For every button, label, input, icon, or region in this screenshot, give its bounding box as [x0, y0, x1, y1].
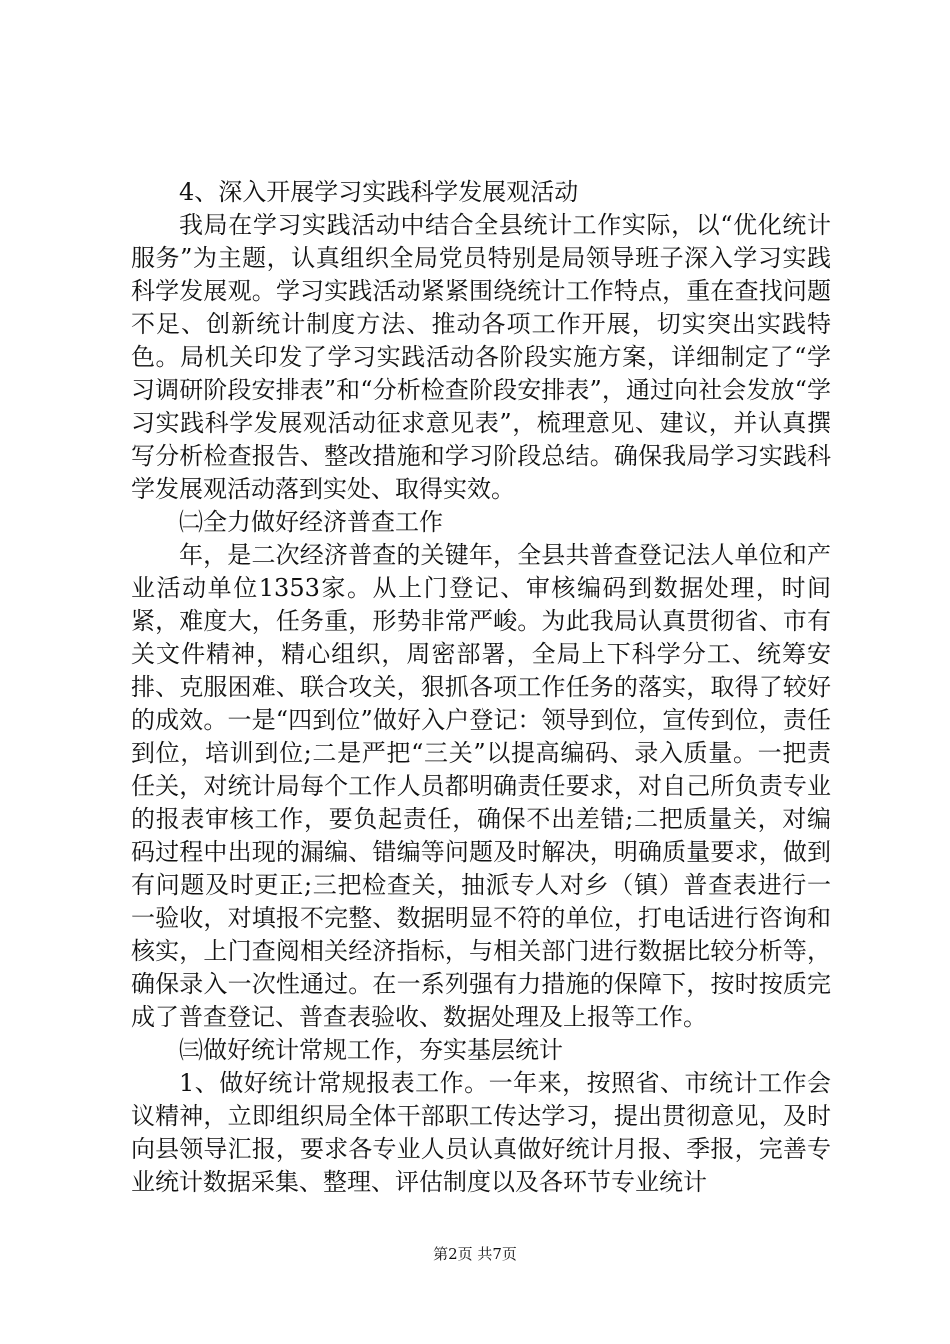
paragraph-routine: 1、做好统计常规报表工作。一年来，按照省、市统计工作会议精神，立即组织局全体干部职工传达学习，提出贯彻意见，及时向县领导汇报，要求各专业人员认真做好统计月报、季报，完善专业统计数据采集、整理、评估制度以及各环节专业统计	[131, 1069, 831, 1196]
paragraph-practice: 我局在学习实践活动中结合全县统计工作实际，以“优化统计服务”为主题，认真组织全局党员特别是局领导班子深入学习实践科学发展观。学习实践活动紧紧围绕统计工作特点，重在查找问题不足、创新统计制度方法、推动各项工作开展，切实突出实践特色。局机关印发了学习实践活动各阶段实施方案，详细制定了“学习调研阶段安排表”和“分析检查阶段安排表”，通过向社会发放“学习实践科学发展观活动征求意见表”，梳理意见、建议，并认真撰写分析检查报告、整改措施和学习阶段总结。确保我局学习实践科学发展观活动落到实处、取得实效。	[131, 211, 831, 503]
section-heading-census: ㈡全力做好经济普查工作	[179, 508, 443, 536]
page-number-footer: 第2页 共7页	[433, 1245, 517, 1263]
section-heading-practice: 4、深入开展学习实践科学发展观活动	[179, 178, 579, 206]
section-heading-routine: ㈢做好统计常规工作，夯实基层统计	[179, 1036, 563, 1064]
paragraph-census: 年，是二次经济普查的关键年，全县共普查登记法人单位和产业活动单位1353家。从上门登记、审核编码到数据处理，时间紧，难度大，任务重，形势非常严峻。为此我局认真贯彻省、市有关文件精神，精心组织，周密部署，全局上下科学分工、统筹安排、克服困难、联合攻关，狠抓各项工作任务的落实，取得了较好的成效。一是“四到位”做好入户登记：领导到位，宣传到位，责任到位，培训到位;二是严把“三关”以提高编码、录入质量。一把责任关，对统计局每个工作人员都明确责任要求，对自己所负责专业的报表审核工作，要负起责任，确保不出差错;二把质量关，对编码过程中出现的漏编、错编等问题及时解决，明确质量要求，做到有问题及时更正;三把检查关，抽派专人对乡（镇）普查表进行一一验收，对填报不完整、数据明显不符的单位，打电话进行咨询和核实，上门查阅相关经济指标，与相关部门进行数据比较分析等，确保录入一次性通过。在一系列强有力措施的保障下，按时按质完成了普查登记、普查表验收、数据处理及上报等工作。	[131, 541, 831, 1031]
document-body	[131, 176, 831, 1199]
